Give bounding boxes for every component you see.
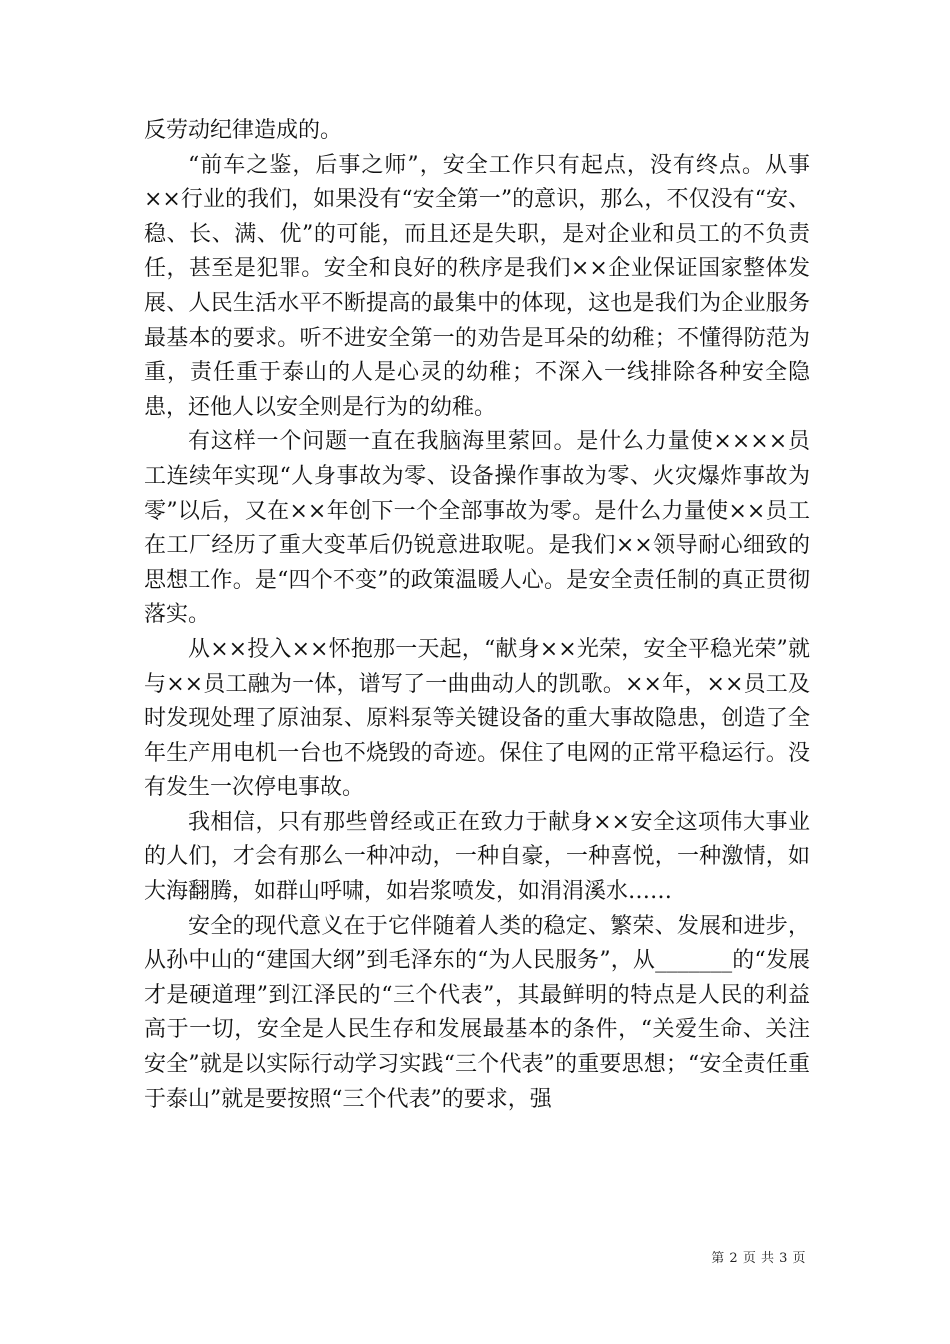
paragraph-2: “前车之鉴，后事之师”，安全工作只有起点，没有终点。从事××行业的我们，如果没有“安全第一”的意识，那么，不仅没有“安、稳、长、满、优”的可能，而且还是失职，是对企业和员工的不负责任，甚至是犯罪。安全和良好的秩序是我们××企业保证国家整体发展、人民生活水平不断提高的最集中的体现，这也是我们为企业服务最基本的要求。听不进安全第一的劝告是耳朵的幼稚；不懂得防范为重，责任重于泰山的人是心灵的幼稚；不深入一线排除各种安全隐患，还他人以安全则是行为的幼稚。	[144, 152, 810, 420]
paragraph-6: 安全的现代意义在于它伴随着人类的稳定、繁荣、发展和进步，从孙中山的“建国大纲”到毛泽东的“为人民服务”，从_______的“发展才是硬道理”到江泽民的“三个代表”，其最鲜明的特点是人民的利益高于一切，安全是人民生存和发展最基本的条件，“关爱生命、关注安全”就是以实际行动学习实践“三个代表”的重要思想；“安全责任重于泰山”就是要按照“三个代表”的要求，强	[144, 913, 810, 1112]
paragraph-1: 反劳动纪律造成的。	[144, 118, 343, 143]
paragraph-4: 从××投入××怀抱那一天起，“献身××光荣，安全平稳光荣”就与××员工融为一体，谱写了一曲曲动人的凯歌。××年，××员工及时发现处理了原油泵、原料泵等关键设备的重大事故隐患，创造了全年生产用电机一台也不烧毁的奇迹。保住了电网的正常平稳运行。没有发生一次停电事故。	[144, 636, 810, 801]
paragraph-5: 我相信，只有那些曾经或正在致力于献身××安全这项伟大事业的人们，才会有那么一种冲动，一种自豪，一种喜悦，一种激情，如大海翻腾，如群山呼啸，如岩浆喷发，如涓涓溪水……	[144, 809, 810, 905]
paragraph-3: 有这样一个问题一直在我脑海里萦回。是什么力量使××××员工连续年实现“人身事故为零、设备操作事故为零、火灾爆炸事故为零”以后，又在××年创下一个全部事故为零。是什么力量使××员工在工厂经历了重大变革后仍锐意进取呢。是我们××领导耐心细致的思想工作。是“四个不变”的政策温暖人心。是安全责任制的真正贯彻落实。	[144, 429, 810, 628]
page-number-footer: 第 2 页 共 3 页	[711, 1251, 806, 1266]
document-body	[144, 114, 810, 1117]
